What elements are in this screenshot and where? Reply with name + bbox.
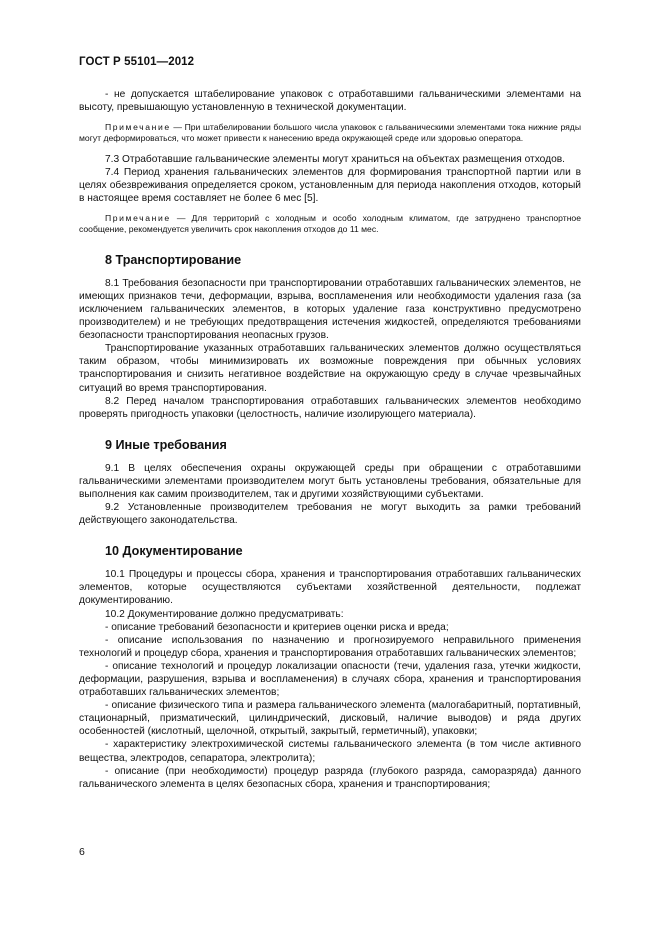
section-9-title: 9 Иные требования	[105, 437, 227, 452]
list-item: - характеристику электрохимической системы гальванического элемента (в том числе активного вещества, электродов, сепаратора, электролита);	[79, 739, 581, 764]
paragraph-9-2: 9.2 Установленные производителем требования не могут выходить за рамки требований действующего законодательства.	[79, 502, 581, 527]
paragraph-8-2: 8.2 Перед началом транспортирования отработавших гальванических элементов необходимо проверять пригодность упаковки (целостность, наличие изолирующего материала).	[79, 395, 581, 420]
list-item: - описание использования по назначению и прогнозируемого неправильного применения технологий и процедур сбора, хранения и транспортирования отработавших гальванических элементов;	[79, 634, 581, 659]
note-storage-period	[79, 213, 581, 236]
note-stacking	[79, 122, 581, 145]
list-item: - описание требований безопасности и критериев оценки риска и вреда;	[105, 621, 449, 633]
note-label: Примечание	[105, 122, 171, 133]
section-8-title: 8 Транспортирование	[105, 252, 242, 267]
note-text: — При штабелировании большого числа упаковок с гальваническими элементами тока нижние ряды могут деформироваться, что может привести к нанесению вреда окружающей среде или здоровью оператора.	[79, 122, 581, 144]
list-item: - описание технологий и процедур локализации опасности (течи, удаления газа, утечки жидкости, деформации, разрушения, взрыва и воспламенения) в случаях сбора, хранения и транспортирования отработавших гальванических элементов;	[79, 660, 581, 699]
paragraph-7-3: 7.3 Отработавшие гальванические элементы могут храниться на объектах размещения отходов.	[105, 153, 565, 165]
paragraph-8-1-continued: Транспортирование указанных отработавших гальванических элементов должно осуществляться таким образом, чтобы минимизировать их возможные повреждения при обычных условиях транспортирования и снизить негативное воздействие на окружающую среду в случае чрезвычайных ситуаций во время транспортирования.	[79, 343, 581, 394]
document-header: ГОСТ Р 55101—2012	[79, 56, 195, 68]
list-item: - описание (при необходимости) процедур разряда (глубокого разряда, саморазряда) данного гальванического элемента в целях безопасных сбора, хранения и транспортирования;	[79, 765, 581, 790]
paragraph-9-1: 9.1 В целях обеспечения охраны окружающей среды при обращении с отработавшими гальваническими элементами производителем могут быть установлены требования, обязательные для выполнения как самим производителем, так и другими хозяйствующими субъектами.	[79, 462, 581, 500]
note-label: Примечание	[105, 213, 171, 224]
paragraph-stacking: - не допускается штабелирование упаковок с отработавшими гальваническими элементами на высоту, превышающую установленную в технической документации.	[79, 89, 581, 114]
note-text: — Для территорий с холодным и особо холодным климатом, где затруднено транспортное сообщение, рекомендуется увеличить срок накопления отходов до 11 мес.	[79, 213, 581, 235]
paragraph-8-1: 8.1 Требования безопасности при транспортировании отработавших гальванических элементов, не имеющих признаков течи, деформации, взрыва, воспламенения или необходимости удаления газа (за исключением гальванических элементов, в которых удаление газа конструктивно предусмотрено производителем) и не требующих предотвращения истечения жидкостей, определяются требованиями безопасности транспортирования неопасных грузов.	[79, 277, 581, 342]
section-10-title: 10 Документирование	[105, 544, 243, 559]
list-item: - описание физического типа и размера гальванического элемента (малогабаритный, портативный, стационарный, призматический, цилиндрический, дисковый, наличие выводов) и ряда других особенностей (кислотный, щелочной, открытый, закрытый, герметичный), упаковки;	[79, 700, 581, 738]
paragraph-10-2: 10.2 Документирование должно предусматривать:	[105, 608, 344, 620]
document-body	[79, 88, 581, 791]
paragraph-7-4: 7.4 Период хранения гальванических элементов для формирования транспортной партии или в целях обезвреживания определяется сроком, установленным для периода накопления отходов, который в настоящее время составляет не более 6 мес [5].	[79, 166, 581, 205]
paragraph-10-1: 10.1 Процедуры и процессы сбора, хранения и транспортирования отработавших гальванических элементов, которые осуществляются субъектами хозяйственной деятельности, подлежат документированию.	[79, 569, 581, 607]
page-number: 6	[79, 846, 85, 858]
